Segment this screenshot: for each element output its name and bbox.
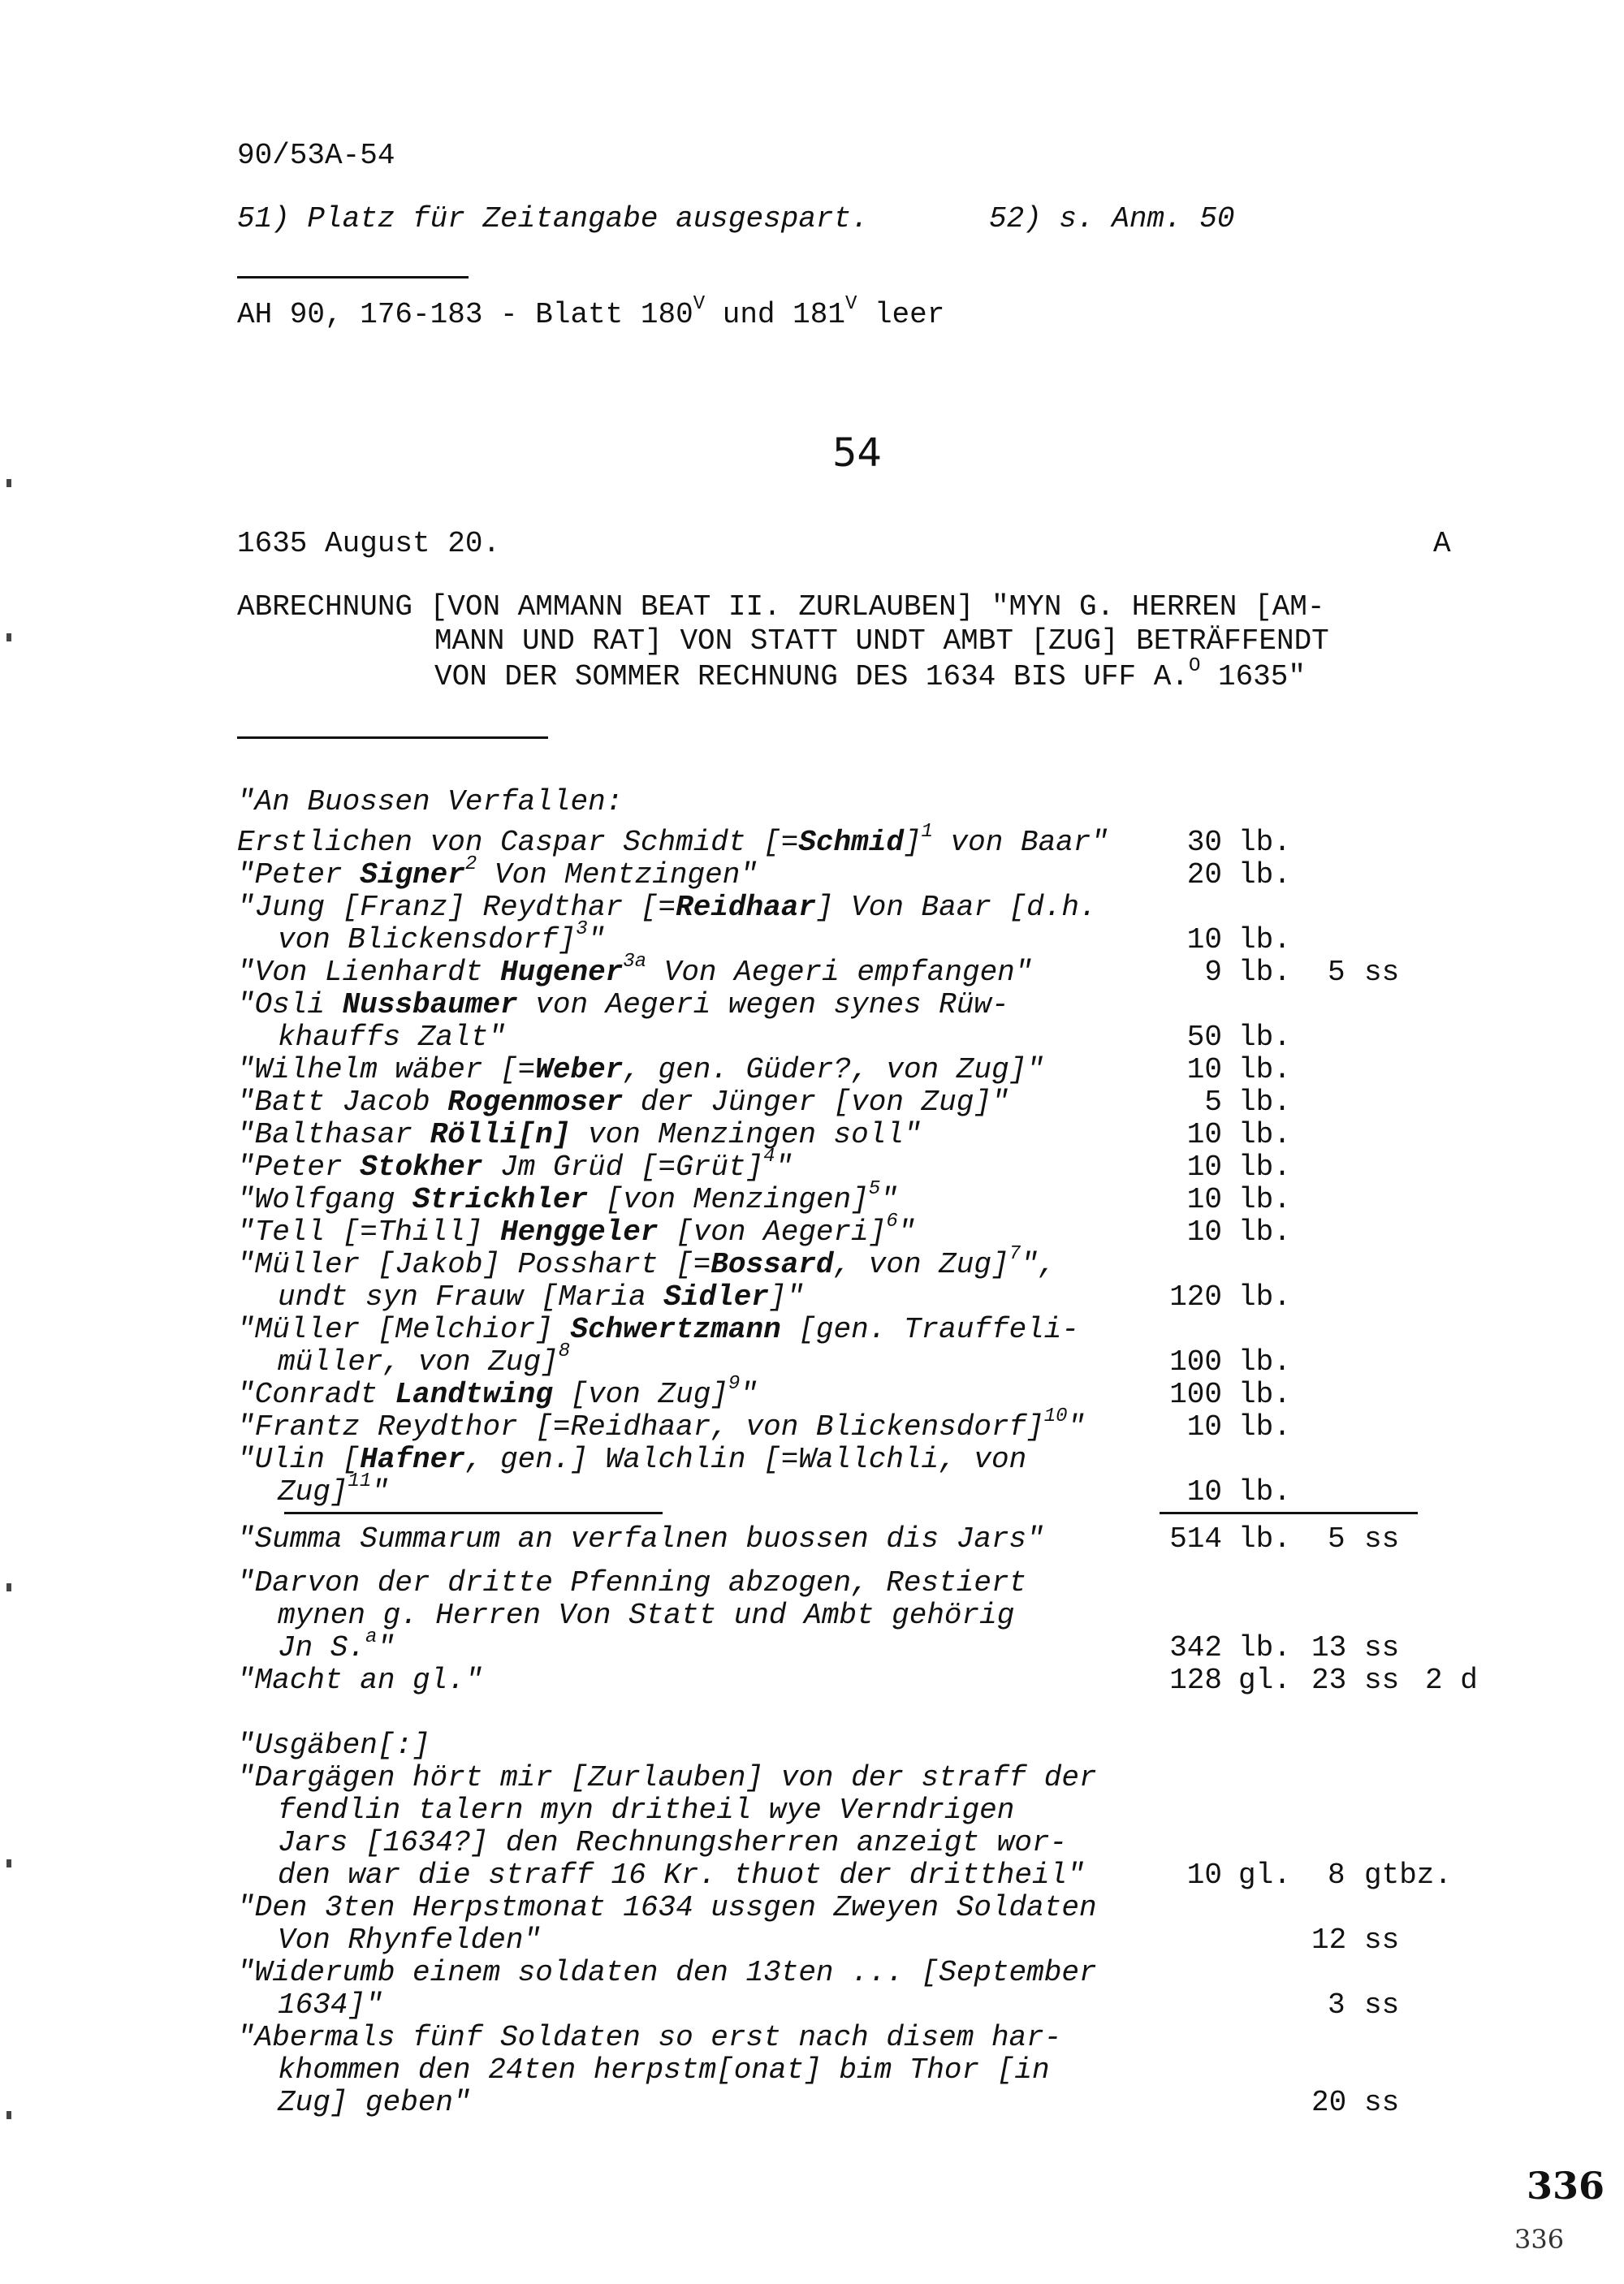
fine-text-part: "Conradt [237, 1378, 395, 1411]
fine-row [0, 1054, 1624, 1086]
fine-name: Stokher [360, 1151, 483, 1184]
fine-row [0, 1146, 1624, 1184]
fine-text-part: Zug] [278, 1475, 348, 1509]
section-heading-fines: "An Buossen Verfallen: [237, 785, 624, 818]
fine-row [0, 989, 1624, 1021]
fine-text [237, 853, 758, 892]
fine-text-part: , von Zug] [833, 1248, 1009, 1281]
fine-unit: lb. [1238, 1086, 1291, 1119]
expense-text: khommen den 24ten herpstm[onat] bim Thor [in [278, 2053, 1050, 2087]
fine-unit: lb. [1238, 1215, 1291, 1249]
fine-text [237, 1281, 804, 1314]
fine-row [0, 1178, 1624, 1216]
fine-text [237, 989, 1009, 1021]
scan-edge-mark [6, 1859, 11, 1867]
fine-unit: lb. [1238, 1053, 1291, 1086]
fine-text-part: khauffs Zalt" [278, 1021, 506, 1054]
fine-text-part: "Ulin [ [237, 1443, 361, 1476]
fine-name: Henggeler [500, 1215, 659, 1249]
fine-text-part: von Menzingen soll" [570, 1118, 922, 1151]
document-number: 54 [832, 430, 883, 476]
fine-name: Hafner [360, 1443, 465, 1476]
expense-line [0, 2054, 1624, 2087]
expense-text: "Widerumb einem soldaten den 13ten ... [September [237, 1956, 1097, 1989]
footnote-ref: 3 [576, 918, 588, 940]
fine-text-part: "Müller [Jakob] Posshart [= [237, 1248, 711, 1281]
fine-text-part: müller, von Zug] [278, 1345, 559, 1379]
footnote-ref: 7 [1009, 1243, 1021, 1265]
expense-ss: 20 [1311, 2086, 1347, 2119]
fine-text-part: "Wilhelm wäber [= [237, 1053, 536, 1086]
expense-text: Von Rhynfelden" [278, 1923, 542, 1957]
fine-row [0, 1444, 1624, 1476]
fine-amount: 30 [1186, 826, 1222, 859]
fine-row [0, 1373, 1624, 1411]
fine-unit: lb. [1238, 1118, 1291, 1151]
fine-unit: lb. [1238, 1378, 1291, 1411]
document-reference: 90/53A-54 [237, 139, 395, 172]
fine-text-part: "Batt Jacob [237, 1086, 448, 1119]
fine-unit: lb. [1238, 826, 1291, 859]
footnote-ref: 1 [921, 821, 933, 843]
source-line: AH 90, 176-183 - Blatt $180^V$ und $181^V$ leer [237, 293, 945, 331]
fine-text-part: von Aegeri wegen synes Rüw- [517, 988, 1009, 1021]
expense-text: Jars [1634?] den Rechnungsherren anzeigt wor- [278, 1826, 1068, 1859]
fine-text-part: "Peter [237, 858, 361, 892]
scan-edge-mark [6, 479, 11, 487]
footnote-ref: 10 [1043, 1405, 1068, 1427]
expense-text: 1634]" [278, 1988, 383, 2022]
fine-text [237, 1314, 1079, 1346]
fine-text-part: ] [903, 826, 922, 859]
footnote-ref: 4 [763, 1146, 775, 1168]
fine-text-part: ", [1020, 1248, 1056, 1281]
fine-text [237, 1146, 793, 1184]
fine-text [237, 892, 1097, 924]
footnote-ref: 6 [886, 1211, 898, 1233]
fine-name: Sidler [663, 1280, 769, 1314]
fine-text-part: , gen. Güder?, von Zug]" [623, 1053, 1044, 1086]
fine-row [0, 1086, 1624, 1119]
fine-text-part: " [740, 1378, 758, 1411]
fine-name: Rogenmoser [447, 1086, 624, 1119]
fine-text-part: " [880, 1183, 898, 1216]
fine-text-part: [von Menzingen] [588, 1183, 869, 1216]
footnote-51: 51) Platz für Zeitangabe ausgespart. [237, 202, 869, 235]
last-entry-underline [284, 1512, 663, 1514]
sum-rule [1160, 1512, 1418, 1514]
fine-name: Nussbaumer [342, 988, 518, 1021]
expense-text: "Abermals fünf Soldaten so erst nach disem har- [237, 2021, 1062, 2054]
fine-row [0, 1470, 1624, 1509]
fine-unit: lb. [1238, 1021, 1291, 1054]
fine-amount: 100 [1169, 1345, 1222, 1379]
fine-text-part: Erstlichen von Caspar Schmidt [= [237, 826, 799, 859]
expense-line [0, 1859, 1624, 1892]
expense-line [0, 2022, 1624, 2054]
fine-text-part: "Frantz Reydthor [=Reidhaar, von Blickensdorf] [237, 1410, 1044, 1444]
fine-text [237, 1470, 389, 1509]
fine-row [0, 1021, 1624, 1054]
fine-ss: 5 [1328, 956, 1345, 989]
fine-amount: 5 [1204, 1086, 1222, 1119]
fine-name: Landtwing [395, 1378, 553, 1411]
expense-line [0, 1794, 1624, 1827]
fine-text [237, 1021, 506, 1054]
fine-row [0, 1243, 1624, 1281]
scan-edge-mark [6, 2111, 11, 2119]
macht-amount: 128 [1169, 1664, 1222, 1697]
faint-page-number: 336 [1514, 2224, 1565, 2255]
expense-ss-unit: ss [1364, 1923, 1400, 1957]
expense-line [0, 1989, 1624, 2022]
fine-unit: lb. [1238, 923, 1291, 956]
fine-unit: lb. [1238, 1183, 1291, 1216]
fine-unit: lb. [1238, 1410, 1291, 1444]
fine-text [237, 1211, 916, 1249]
footnote-ref: 3a [623, 951, 647, 973]
fine-text [237, 1405, 1086, 1444]
fine-unit: lb. [1238, 956, 1291, 989]
expense-line [0, 1924, 1624, 1957]
fine-name: Schwertzmann [570, 1313, 781, 1346]
expense-ss-unit: gtbz. [1364, 1859, 1453, 1892]
fine-amount: 10 [1186, 1215, 1222, 1249]
fine-text [237, 1119, 922, 1151]
summa-unit: lb. [1238, 1522, 1291, 1556]
section-heading-expenses: "Usgäben[:] [237, 1729, 430, 1762]
fine-text-part: , gen.] Walchlin [=Wallchli, von [464, 1443, 1027, 1476]
fine-ss-unit: ss [1364, 956, 1400, 989]
fine-amount: 10 [1186, 1053, 1222, 1086]
fine-text [237, 1243, 1056, 1281]
fine-unit: lb. [1238, 1151, 1291, 1184]
title-line-2: MANN UND RAT] VON STATT UNDT AMBT [ZUG] BETRÄFFENDT [434, 624, 1329, 658]
expense-line [0, 2087, 1624, 2119]
fine-row [0, 821, 1624, 859]
expense-line [0, 1957, 1624, 1989]
footnote-ref: 8 [558, 1341, 571, 1362]
darvon-line-2: mynen g. Herren Von Statt und Ambt gehörig [278, 1599, 1015, 1632]
fine-row [0, 892, 1624, 924]
fine-amount: 9 [1204, 956, 1222, 989]
fine-row [0, 1281, 1624, 1314]
fine-text-part: "Müller [Melchior] [237, 1313, 571, 1346]
fine-amount: 10 [1186, 1118, 1222, 1151]
handwritten-page-number: 336 [1527, 2164, 1605, 2208]
darvon-line-3: Jn S.$^a$" 342 lb. 13 ss [278, 1626, 1400, 1664]
footnote-ref: 2 [464, 853, 477, 875]
fine-row [0, 1119, 1624, 1151]
expense-text: Zug] geben" [278, 2086, 471, 2119]
scan-edge-mark [6, 633, 11, 641]
fine-amount: 10 [1186, 1151, 1222, 1184]
expense-ss: 8 [1328, 1859, 1345, 1892]
fine-amount: 20 [1186, 858, 1222, 892]
fine-text-part: " [587, 923, 606, 956]
expense-text: fendlin talern myn dritheil wye Verndrigen [278, 1794, 1015, 1827]
footnote-ref: 9 [728, 1373, 741, 1395]
fine-text-part: " [1067, 1410, 1086, 1444]
fine-text [237, 1178, 898, 1216]
fine-text [237, 951, 1033, 989]
fine-unit: lb. [1238, 1475, 1291, 1509]
fine-amount: 10 [1186, 923, 1222, 956]
fine-row [0, 1314, 1624, 1346]
fine-text-part: undt syn Frauw [Maria [278, 1280, 664, 1314]
fine-name: Hugener [500, 956, 624, 989]
expense-ss-unit: ss [1364, 2086, 1400, 2119]
fine-amount: 50 [1186, 1021, 1222, 1054]
fine-row [0, 1211, 1624, 1249]
fine-name: Schmid [798, 826, 904, 859]
fine-row [0, 1341, 1624, 1379]
fine-text-part: "Balthasar [237, 1118, 430, 1151]
fine-row [0, 918, 1624, 956]
footnote-rule [237, 276, 469, 278]
expense-line [0, 1762, 1624, 1794]
fine-amount: 10 [1186, 1410, 1222, 1444]
fine-text-part: "Von Lienhardt [237, 956, 501, 989]
summa-text: "Summa Summarum an verfalnen buossen dis Jars" [237, 1522, 1044, 1556]
fine-text [237, 918, 606, 956]
fine-text-part: [gen. Trauffeli- [780, 1313, 1079, 1346]
expense-line [0, 1892, 1624, 1924]
title-rule [237, 736, 548, 739]
darvon-amount: 342 [1169, 1631, 1222, 1664]
fine-name: Strickhler [412, 1183, 589, 1216]
fine-text-part: "Wolfgang [237, 1183, 413, 1216]
fine-text-part: "Jung [Franz] Reydthar [= [237, 891, 676, 924]
fine-amount: 10 [1186, 1183, 1222, 1216]
title-line-3: VON DER SOMMER RECHNUNG DES 1634 BIS UFF A.$^O$ 1635" [434, 655, 1306, 693]
fine-text-part: " [897, 1215, 916, 1249]
fine-name: Weber [535, 1053, 624, 1086]
fine-name: Signer [360, 858, 465, 892]
fine-name: Reidhaar [676, 891, 816, 924]
expense-ss: 12 [1311, 1923, 1347, 1957]
fine-row [0, 951, 1624, 989]
fine-text-part: "Tell [=Thill] [237, 1215, 501, 1249]
fine-text-part: ] Von Baar [d.h. [815, 891, 1097, 924]
fine-text-part: "Peter [237, 1151, 361, 1184]
fine-name: Rölli[n] [430, 1118, 571, 1151]
footnote-ref: 11 [348, 1470, 372, 1492]
fine-text-part: "Osli [237, 988, 343, 1021]
fine-text-part: von Baar" [932, 826, 1108, 859]
fine-unit: lb. [1238, 1280, 1291, 1314]
fine-text-part: Von Aegeri empfangen" [646, 956, 1033, 989]
fine-name: Bossard [710, 1248, 834, 1281]
summa-amount: 514 [1169, 1522, 1222, 1556]
macht-row: "Macht an gl." 128 gl. 23 ss 2 d [237, 1664, 1478, 1697]
fine-unit: lb. [1238, 858, 1291, 892]
expense-text: den war die straff 16 Kr. thuot der drittheil" [278, 1859, 1085, 1892]
title-line-1: ABRECHNUNG [VON AMMANN BEAT II. ZURLAUBEN] "MYN G. HERREN [AM- [237, 590, 1325, 624]
footnote-ref: 5 [868, 1178, 881, 1200]
fine-text-part: ]" [768, 1280, 805, 1314]
fine-unit: lb. [1238, 1345, 1291, 1379]
fine-text-part: von Blickensdorf] [278, 923, 577, 956]
fine-text-part: " [371, 1475, 389, 1509]
summa-ss-unit: ss [1364, 1522, 1400, 1556]
document-letter: A [1433, 527, 1451, 560]
fine-amount: 120 [1169, 1280, 1222, 1314]
expense-amount: 10 [1186, 1859, 1222, 1892]
summa-ss: 5 [1328, 1522, 1345, 1556]
footnote-52: 52) s. Anm. 50 [989, 202, 1235, 235]
fine-text-part: " [775, 1151, 793, 1184]
expense-text: "Dargägen hört mir [Zurlauben] von der straff der [237, 1761, 1097, 1794]
fine-text [237, 821, 1108, 859]
fine-text [237, 1341, 571, 1379]
fine-amount: 100 [1169, 1378, 1222, 1411]
expense-line [0, 1827, 1624, 1859]
fine-text-part: [von Aegeri] [658, 1215, 887, 1249]
fine-row [0, 853, 1624, 892]
document-date: 1635 August 20. [237, 527, 501, 560]
darvon-line-1: "Darvon der dritte Pfenning abzogen, Restiert [237, 1566, 1027, 1600]
fine-text [237, 1373, 758, 1411]
expense-text: "Den 3ten Herpstmonat 1634 ussgen Zweyen Soldaten [237, 1891, 1097, 1924]
summa-row [0, 1523, 1624, 1556]
fine-text-part: Jm Grüd [=Grüt] [482, 1151, 764, 1184]
fine-text-part: [von Zug] [552, 1378, 728, 1411]
scan-edge-mark [6, 1583, 11, 1591]
fine-text-part: Von Mentzingen" [477, 858, 758, 892]
fine-text-part: der Jünger [von Zug]" [623, 1086, 1009, 1119]
expense-unit: gl. [1238, 1859, 1291, 1892]
expense-ss: 3 [1328, 1988, 1345, 2022]
expense-ss-unit: ss [1364, 1988, 1400, 2022]
fine-row [0, 1405, 1624, 1444]
fine-text [237, 1054, 1044, 1086]
fine-text [237, 1086, 1009, 1119]
fine-amount: 10 [1186, 1475, 1222, 1509]
